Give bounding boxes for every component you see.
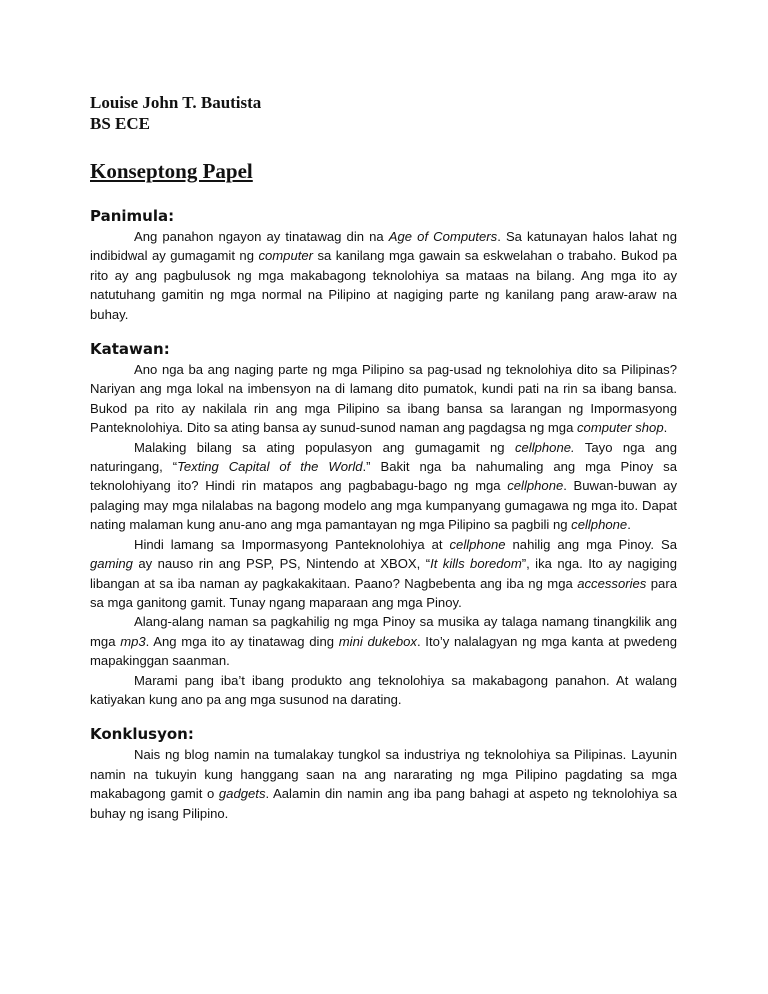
author-name: Louise John T. Bautista: [90, 93, 262, 112]
section-heading: Konklusyon:: [90, 725, 194, 744]
section-heading: Katawan:: [90, 340, 170, 359]
document-body: [90, 206, 677, 838]
paragraph: Ano nga ba ang naging parte ng mga Pilipino sa pag-usad ng teknolohiya dito sa Pilipinas? Nariyan ang mga lokal na imbensyon na di lamang dito pumatok, kundi pati na rin sa ibang bansa. Bukod pa rito ay nakilala rin ang mga Pilipino sa ibang bansa sa larangan ng Impormasyong Panteknolohiya. Dito sa ating bansa ay sunud-sunod naman ang pagdagsa ng mga computer shop.: [90, 362, 677, 436]
paragraph: Nais ng blog namin na tumalakay tungkol sa industriya ng teknolohiya sa Pilipinas. Layunin namin na tukuyin kung hanggang saan na ang nararating ng mga Pilipino pagdating sa mga makabagong gamit o gadgets. Aalamin din namin ang iba pang bahagi at aspeto ng teknolohiya sa buhay ng isang Pilipino.: [90, 747, 677, 821]
section-panimula: [90, 206, 677, 324]
paragraph: Malaking bilang sa ating populasyon ang gumagamit ng cellphone. Tayo nga ang naturingang, “Texting Capital of the World.” Bakit nga ba nahumaling ang mga Pinoy sa teknolohiyang ito? Hindi rin matapos ang pagbabagu-bago ng mga cellphone. Buwan-buwan ay palaging may mga nilalabas na bagong modelo ang mga kumpanyang gumagawa ng mga ito. Dapat nating malaman kung anu-ano ang mga pamantayan ng mga Pilipino sa pagbili ng cellphone.: [90, 439, 677, 533]
author-course: BS ECE: [90, 114, 150, 133]
paragraph: Ang panahon ngayon ay tinatawag din na Age of Computers. Sa katunayan halos lahat ng indibidwal ay gumagamit ng computer sa kanilang mga gawain sa eskwelahan o trabaho. Bukod pa rito ay ang pagbulusok ng mga makabagong teknolohiya sa mataas na bilang. Ang mga ito ay natutuhang gamitin ng mga normal na Pilipino at nagiging parte ng kanilang pang araw-araw na buhay.: [90, 229, 678, 322]
section-katawan: [90, 339, 677, 709]
section-heading: Panimula:: [90, 207, 175, 225]
paragraph: Alang-alang naman sa pagkahilig ng mga Pinoy sa musika ay talaga namang tinangkilik ang mga mp3. Ang mga ito ay tinatawag ding mini dukebox. Ito’y nalalagyan ng mga kanta at pwedeng mapakinggan saanman.: [90, 614, 678, 669]
section-konklusyon: [90, 724, 677, 823]
author-block: [90, 92, 261, 134]
paragraph: Hindi lamang sa Impormasyong Panteknolohiya at cellphone nahilig ang mga Pinoy. Sa gaming ay nauso rin ang PSP, PS, Nintendo at XBOX, “It kills boredom”, ika nga. Ito ay nagiging libangan at sa iba naman ay pagkakakitaan. Paano? Nagbebenta ang iba ng mga accessories para sa mga ganitong gamit. Tunay ngang maparaan ang mga Pinoy.: [90, 536, 677, 610]
paragraph: Marami pang iba’t ibang produkto ang teknolohiya sa makabagong panahon. At walang katiyakan kung ano pa ang mga susunod na darating.: [90, 672, 677, 707]
document-title: Konseptong Papel: [90, 159, 253, 183]
